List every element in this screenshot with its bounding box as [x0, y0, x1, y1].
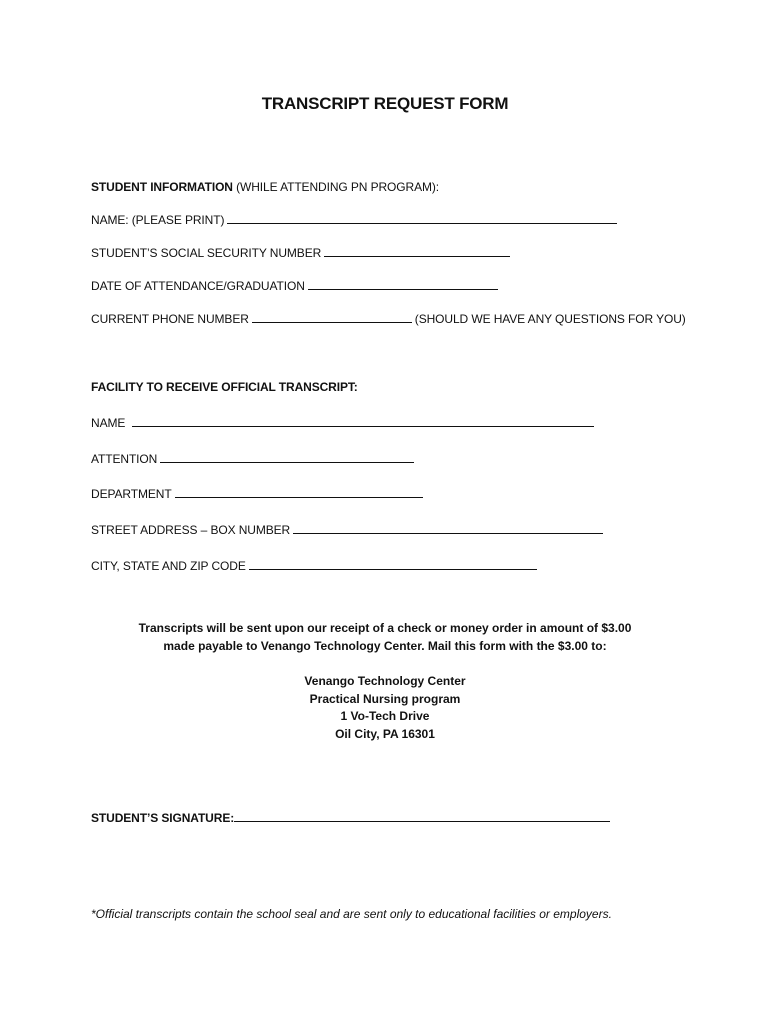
department-field[interactable]	[175, 486, 423, 498]
payment-notice	[0, 620, 770, 655]
address-line-4: Oil City, PA 16301	[335, 726, 435, 741]
attendance-date-label: DATE OF ATTENDANCE/GRADUATION	[91, 279, 305, 293]
facility-name-field[interactable]	[132, 415, 594, 427]
facility-name-label: NAME	[91, 416, 126, 430]
mailing-address	[0, 673, 770, 743]
address-line-3: 1 Vo-Tech Drive	[340, 709, 430, 723]
student-info-heading-note: (WHILE ATTENDING PN PROGRAM):	[236, 180, 439, 194]
student-ssn-label: STUDENT’S SOCIAL SECURITY NUMBER	[91, 246, 322, 260]
signature-row	[91, 810, 613, 825]
student-ssn-row	[91, 245, 513, 260]
attendance-date-field[interactable]	[308, 278, 498, 290]
city-state-zip-field[interactable]	[249, 558, 537, 570]
phone-row	[91, 311, 686, 326]
payment-notice-line-1: Transcripts will be sent upon our receipt of a check or money order in amount of $3.00	[138, 621, 632, 635]
attendance-date-row	[91, 278, 501, 293]
footnote: *Official transcripts contain the school seal and are sent only to educational facilities or employers.	[91, 907, 612, 921]
street-address-field[interactable]	[293, 522, 603, 534]
form-title: TRANSCRIPT REQUEST FORM	[261, 94, 509, 113]
student-info-heading-label: STUDENT INFORMATION	[91, 180, 233, 194]
student-name-field[interactable]	[227, 212, 617, 224]
facility-heading: FACILITY TO RECEIVE OFFICIAL TRANSCRIPT:	[91, 380, 358, 394]
attention-field[interactable]	[160, 451, 414, 463]
student-name-label: NAME: (PLEASE PRINT)	[91, 213, 225, 227]
city-state-zip-label: CITY, STATE AND ZIP CODE	[91, 559, 246, 573]
department-label: DEPARTMENT	[91, 487, 172, 501]
attention-row	[91, 451, 417, 466]
address-line-2: Practical Nursing program	[309, 691, 461, 706]
attention-label: ATTENTION	[91, 452, 158, 466]
phone-field[interactable]	[252, 311, 412, 323]
address-line-1: Venango Technology Center	[304, 674, 466, 688]
signature-label: STUDENT’S SIGNATURE:	[91, 811, 235, 825]
phone-label: CURRENT PHONE NUMBER	[91, 312, 249, 326]
payment-notice-line-2: made payable to Venango Technology Center. Mail this form with the $3.00 to:	[163, 638, 607, 653]
phone-note: (SHOULD WE HAVE ANY QUESTIONS FOR YOU)	[414, 312, 686, 326]
street-address-label: STREET ADDRESS – BOX NUMBER	[91, 523, 291, 537]
street-address-row	[91, 522, 606, 537]
department-row	[91, 486, 426, 501]
signature-field[interactable]	[234, 810, 610, 822]
city-state-zip-row	[91, 558, 540, 573]
student-name-row	[91, 212, 620, 227]
student-ssn-field[interactable]	[324, 245, 510, 257]
student-info-heading	[91, 180, 439, 194]
facility-name-row	[91, 415, 597, 430]
